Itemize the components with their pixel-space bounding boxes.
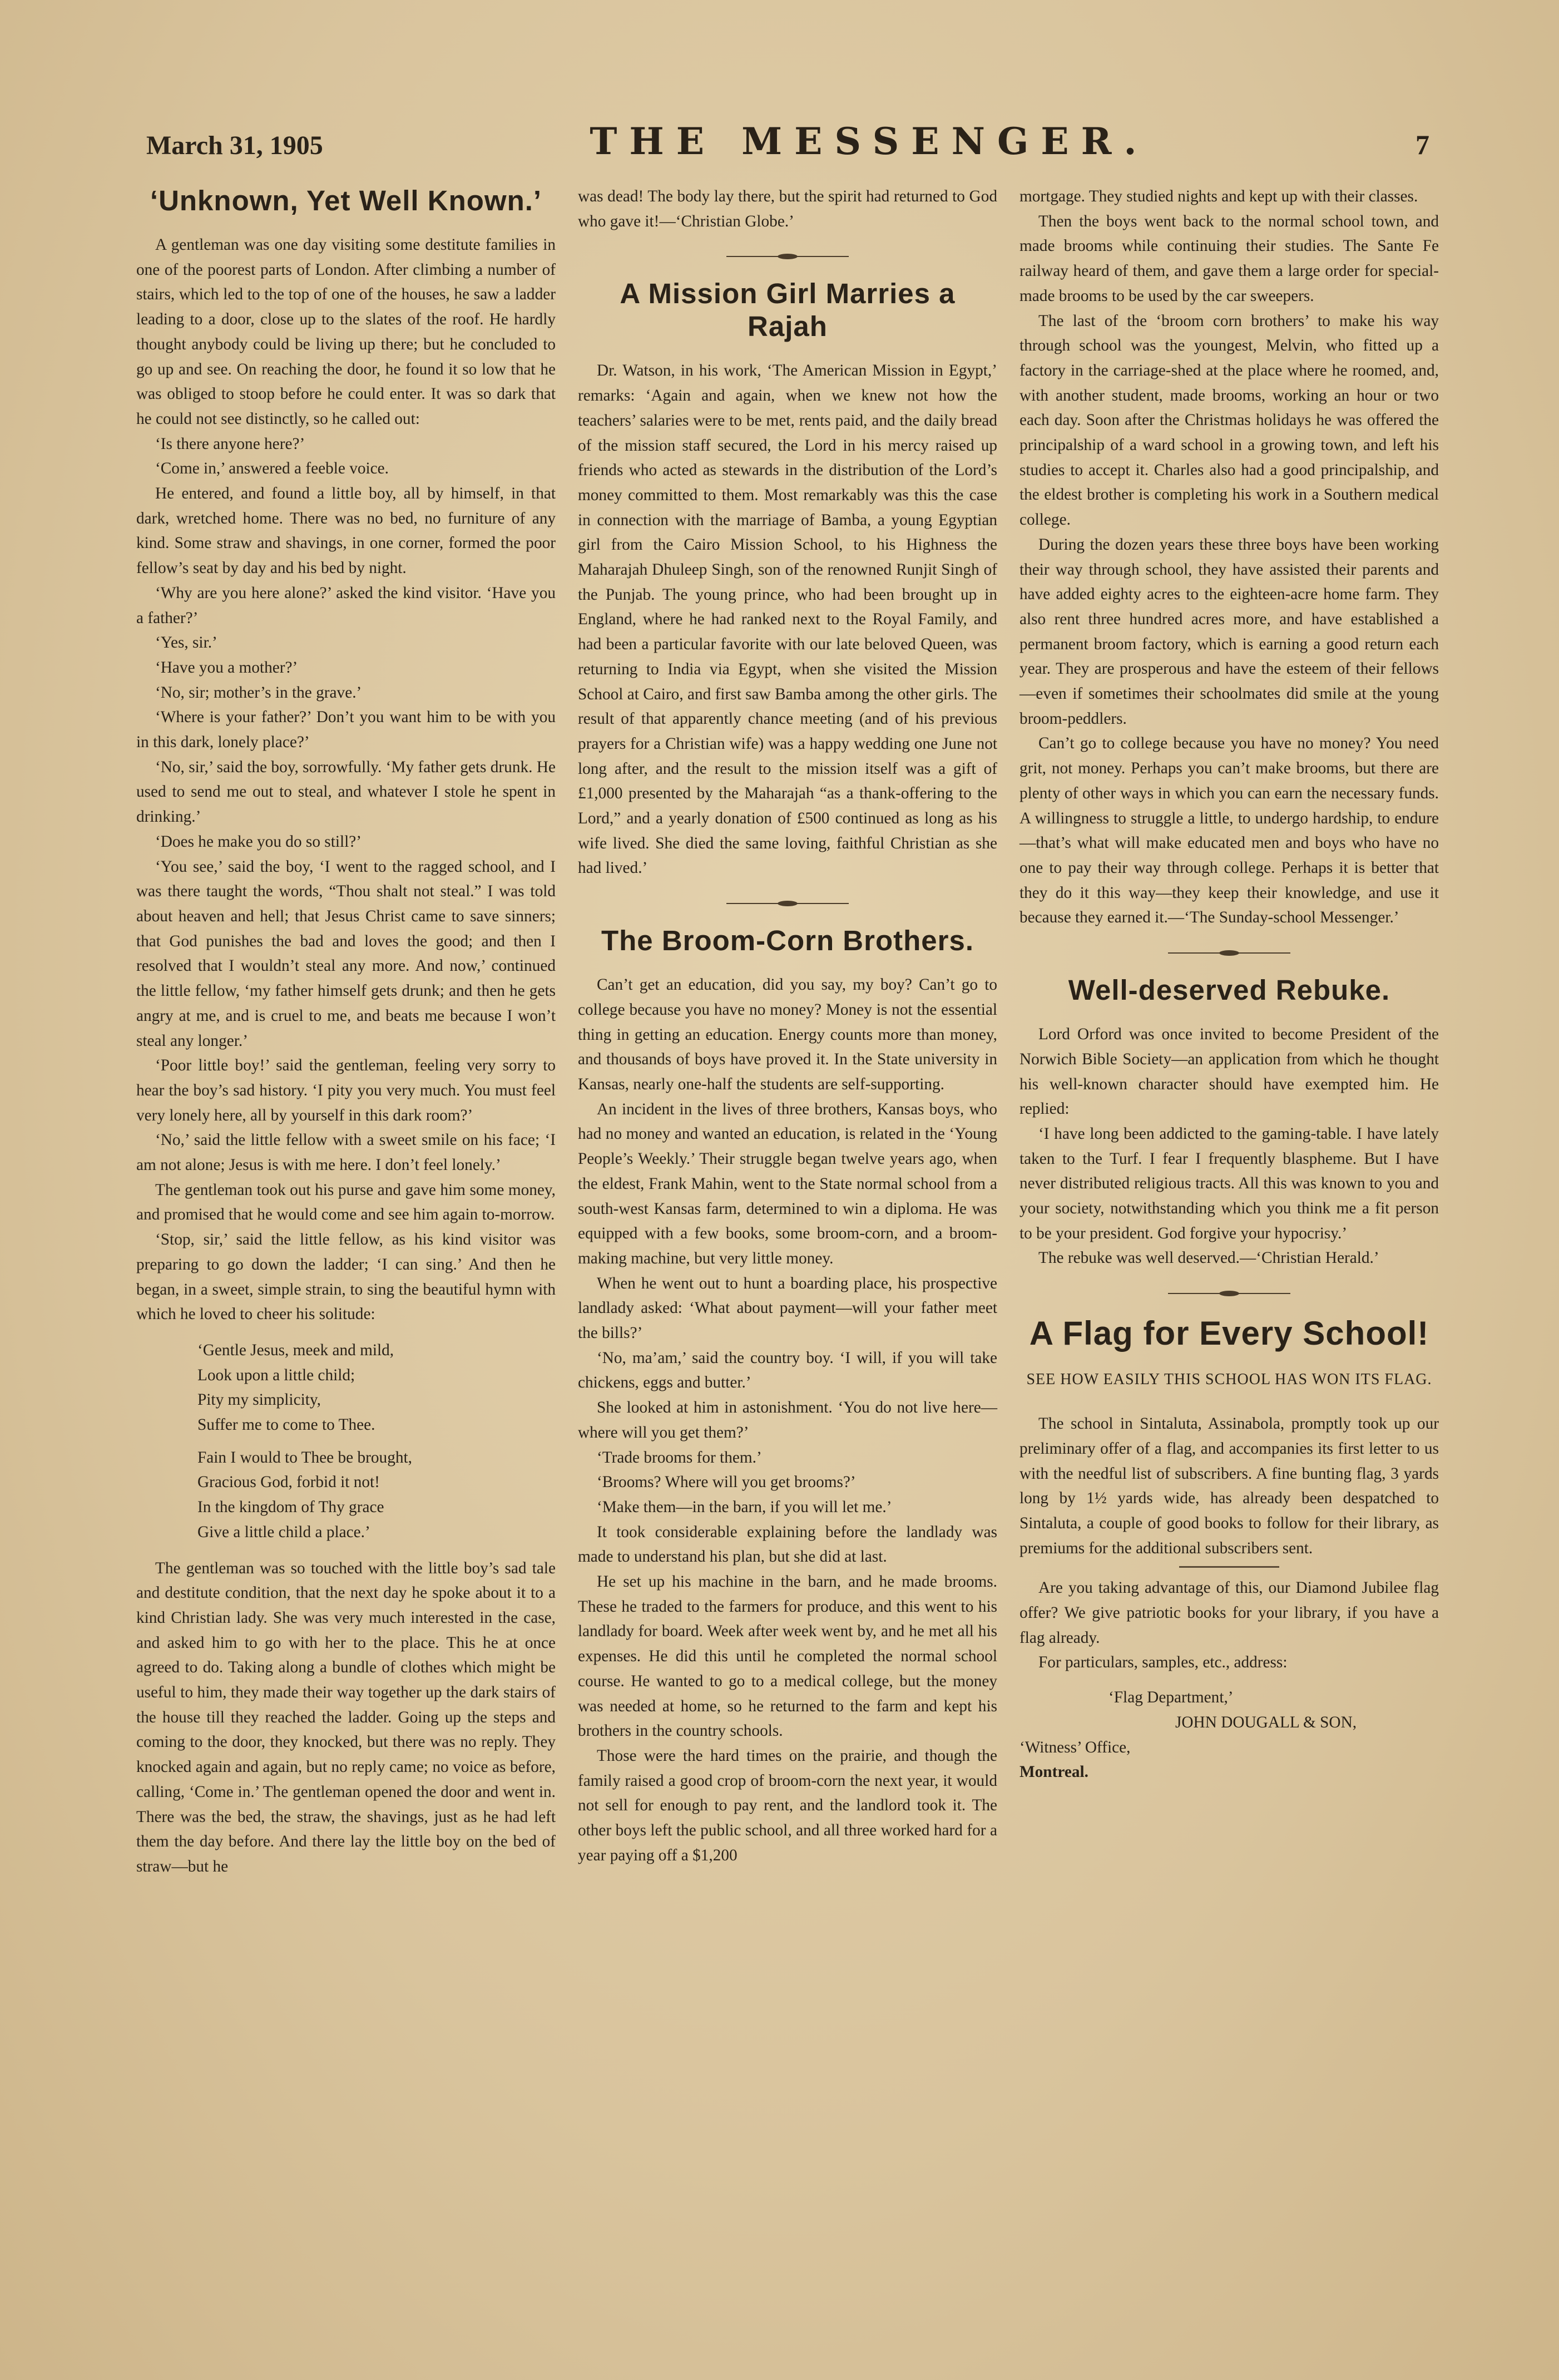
paragraph: ‘Come in,’ answered a feeble voice.: [155, 460, 389, 478]
article-title: A Flag for Every School!: [1029, 1315, 1429, 1352]
paragraph: He set up his machine in the barn, and he made brooms. These he traded to the farmers for produce, and this went to his landlady for board. Week after week went by, and he met all his expenses. He did this until he completed the normal school course. He wanted to go to a medical college, but the money was needed at home, so he returned to the farm and kept his brothers in the country schools.: [578, 1573, 997, 1740]
verse-line: Pity my simplicity,: [197, 1391, 321, 1409]
paragraph: A gentleman was one day visiting some destitute families in one of the poorest parts of London. After climbing a number of stairs, which led to the top of one of the houses, he saw a ladder leading to a door, close up to the slates of the roof. He hardly thought anybody could be living up there; but he concluded to go up and see. On reaching the door, he found it so low that he was obliged to stoop before he could enter. It was so dark that he could not see distinctly, so he called out:: [136, 236, 556, 428]
paragraph: ‘Brooms? Where will you get brooms?’: [597, 1473, 856, 1492]
paragraph: ‘Does he make you do so still?’: [155, 832, 362, 851]
address-line: ‘Witness’ Office,: [1019, 1738, 1131, 1756]
paragraph: Those were the hard times on the prairie, and though the family raised a good crop of broom-corn the next year, it would not sell for enough to pay rent, and the landlord took it. The other boys left the public school, and all three worked hard for a year paying off a $1,200: [578, 1746, 997, 1864]
divider: [1179, 1566, 1279, 1568]
address-line: ‘Flag Department,’: [1108, 1688, 1234, 1707]
paragraph: When he went out to hunt a boarding place, his prospective landlady asked: ‘What about payment—will your father meet the bills?’: [578, 1274, 997, 1342]
paragraph: He entered, and found a little boy, all by himself, in that dark, wretched home. There was no bed, no furniture of any kind. Some straw and shavings, in one corner, formed the poor fellow’s seat by day and his bed by night.: [136, 485, 556, 577]
paragraph: ‘Poor little boy!’ said the gentleman, feeling very sorry to hear the boy’s sad history. ‘I pity you very much. You must feel very lonely here, all by yourself in this dark room?’: [136, 1056, 556, 1124]
masthead: [136, 120, 1439, 175]
issue-date: March 31, 1905: [146, 131, 323, 160]
ornament-divider: [1168, 1290, 1290, 1297]
verse-line: Gracious God, forbid it not!: [197, 1473, 380, 1492]
address-line: Montreal.: [1019, 1763, 1088, 1781]
paragraph: Dr. Watson, in his work, ‘The American Mission in Egypt,’ remarks: ‘Again and again, when we knew not how the teachers’ salaries were to be met, rents paid, and the daily bread of the mission staff secured, the Lord in his mercy raised up friends who acted as stewards in the distribution of the Lord’s money committed to them. Most remarkably was this the case in connection with the marriage of Bamba, a young Egyptian girl from the Cairo Mission School, to his Highness the Maharajah Dhuleep Singh, son of the renowned Runjit Singh of the Punjab. The young prince, who had been brought up in England, where he had ranked next to the Royal Family, and had been a particular favorite with our late beloved Queen, was returning to India via Egypt, when she visited the Mission School at Cairo, and first saw Bamba among the other girls. The result of that apparently chance meeting (and of his previous prayers for a Christian wife) was a happy wedding one June not long after, and the result to the mission itself was a gift of £1,000 presented by the Maharajah “as a thank-offering to the Lord,” and a yearly donation of £500 continued as long as his wife lived. She died the same loving, faithful Christian as she had lived.’: [578, 362, 997, 877]
paragraph: The school in Sintaluta, Assinabola, promptly took up our preliminary offer of a flag, and accompanies its first letter to us with the needful list of subscribers. A fine bunting flag, 3 yards long by 1½ yards wide, has already been despatched to Sintaluta, a couple of good books to follow for their library, as premiums for the additional subscribers sent.: [1019, 1415, 1439, 1557]
paragraph: The rebuke was well deserved.—‘Christian Herald.’: [1038, 1249, 1379, 1267]
verse-line: Suffer me to come to Thee.: [197, 1416, 375, 1434]
newspaper-title: THE MESSENGER.: [590, 120, 1149, 163]
columns: [136, 184, 1439, 1879]
paragraph: ‘You see,’ said the boy, ‘I went to the ragged school, and I was there taught the words, “Thou shalt not steal.” I was told about heaven and hell; that Jesus Christ came to save sinners; that God punishes the bad and loves the good; and then I resolved that I wouldn’t steal any more. And now,’ continued the little fellow, ‘my father himself gets drunk; and then he gets angry at me, and is cruel to me, and beats me because I won’t steal any longer.’: [136, 857, 556, 1050]
paragraph: ‘I have long been addicted to the gaming-table. I have lately taken to the Turf. I fear I frequently blaspheme. But I have never distributed religious tracts. All this was known to you and your society, notwithstanding which you think me a fit person to be your president. God forgive your hypocrisy.’: [1019, 1124, 1439, 1242]
paragraph: ‘Yes, sir.’: [155, 634, 217, 652]
paragraph: She looked at him in astonishment. ‘You do not live here—where will you get them?’: [578, 1399, 997, 1441]
article-title: ‘Unknown, Yet Well Known.’: [150, 185, 542, 216]
paragraph: was dead! The body lay there, but the spirit had returned to God who gave it!—‘Christian Globe.’: [578, 187, 997, 230]
paragraph: An incident in the lives of three brothers, Kansas boys, who had no money and wanted an education, is related in the ‘Young People’s Weekly.’ Their struggle began twelve years ago, when the eldest, Frank Mahin, went to the State normal school from a south-west Kansas farm, determined to win a diploma. He was equipped with a few books, some broom-corn, and a broom-making machine, but very little money.: [578, 1100, 997, 1267]
ornament-divider: [726, 900, 849, 907]
verse-line: Give a little child a place.’: [197, 1523, 370, 1541]
paragraph: Then the boys went back to the normal school town, and made brooms while continuing their studies. The Sante Fe railway heard of them, and gave them a large order for special-made brooms to be used by the car sweepers.: [1019, 212, 1439, 305]
paragraph: Lord Orford was once invited to become President of the Norwich Bible Society—an application from which he thought his well-known character should have exempted him. He replied:: [1019, 1025, 1439, 1118]
column-3: [1019, 184, 1439, 1879]
paragraph: The last of the ‘broom corn brothers’ to make his way through school was the youngest, Melvin, who fitted up a factory in the carriage-shed at the place where he roomed, and, with another student, made brooms, working an hour or two each day. Soon after the Christmas holidays he was offered the principalship of a ward school in a growing town, and left his studies to accept it. Charles also had a good principalship, and the eldest brother is completing his work in a Southern medical college.: [1019, 312, 1439, 529]
verse-line: ‘Gentle Jesus, meek and mild,: [197, 1341, 394, 1359]
address-line: JOHN DOUGALL & SON,: [1175, 1713, 1357, 1731]
article-title: The Broom-Corn Brothers.: [601, 925, 974, 957]
paragraph: ‘No, sir,’ said the boy, sorrowfully. ‘My father gets drunk. He used to send me out to steal, and whatever I stole he spent in drinking.’: [136, 758, 556, 826]
paragraph: ‘Stop, sir,’ said the little fellow, as his kind visitor was preparing to go down the ladder; ‘I can sing.’ And then he began, in a sweet, simple strain, to sing the beautiful hymn with which he loved to cheer his solitude:: [136, 1231, 556, 1324]
article-subtitle: SEE HOW EASILY THIS SCHOOL HAS WON ITS FLAG.: [1026, 1371, 1432, 1389]
hymn-verse: [136, 1338, 556, 1545]
article-title: Well-deserved Rebuke.: [1068, 974, 1390, 1006]
paragraph: It took considerable explaining before the landlady was made to understand his plan, but she did at last.: [578, 1523, 997, 1566]
paragraph: Are you taking advantage of this, our Diamond Jubilee flag offer? We give patriotic books for your library, if you have a flag already.: [1019, 1579, 1439, 1647]
page-number: 7: [1416, 129, 1429, 160]
verse-line: Look upon a little child;: [197, 1366, 355, 1384]
paragraph: ‘No, ma’am,’ said the country boy. ‘I will, if you will take chickens, eggs and butter.’: [578, 1349, 997, 1392]
paragraph: The gentleman took out his purse and gave him some money, and promised that he would come and see him again to-morrow.: [136, 1181, 556, 1224]
paragraph: ‘Trade brooms for them.’: [597, 1448, 762, 1466]
ornament-divider: [1168, 949, 1290, 957]
paragraph: For particulars, samples, etc., address:: [1038, 1653, 1288, 1672]
ornament-divider: [726, 253, 849, 260]
column-2: [578, 184, 997, 1879]
paragraph: During the dozen years these three boys have been working their way through school, they have assisted their parents and have added eighty acres to the eighteen-acre home farm. They also rent three hundred acres more, and have established a permanent broom factory, which is earning a good return each year. They are prosperous and have the esteem of their fellows—even if sometimes their schoolmates did smile at the young broom-peddlers.: [1019, 535, 1439, 728]
paragraph: Can’t go to college because you have no money? You need grit, not money. Perhaps you can’t make brooms, but there are plenty of other ways in which you can earn the necessary funds. A willingness to struggle a little, to undergo hardship, to endure—that’s what will make educated men and boys who have no one to pay their way through college. Perhaps it is better that they do it this way—they keep their knowledge, and use it because they earned it.—‘The Sunday-school Messenger.’: [1019, 734, 1439, 927]
paragraph: ‘Why are you here alone?’ asked the kind visitor. ‘Have you a father?’: [136, 584, 556, 627]
article-title: A Mission Girl Marries a Rajah: [620, 278, 956, 343]
paragraph: ‘Have you a mother?’: [155, 658, 298, 677]
paragraph: ‘No,’ said the little fellow with a sweet smile on his face; ‘I am not alone; Jesus is with me here. I don’t feel lonely.’: [136, 1131, 556, 1174]
paragraph: The gentleman was so touched with the little boy’s sad tale and destitute condition, that the next day he spoke about it to a kind Christian lady. She was very much interested in the case, and asked him to go with her to the place. This he at once agreed to do. Taking along a bundle of clothes which might be useful to him, they made their way together up the dark stairs of the house till they reached the ladder. Going up the steps and coming to the door, they knocked, but there was no reply. They knocked again and again, but no reply came; no voice as before, calling, ‘Come in.’ The gentleman opened the door and went in. There was the bed, the straw, the shavings, just as he had left them the day before. And there lay the little boy on the bed of straw—but he: [136, 1559, 556, 1875]
paragraph: Can’t get an education, did you say, my boy? Can’t go to college because you have no money? Money is not the essential thing in getting an education. Energy counts more than money, and thousands of boys have proved it. In the State university in Kansas, nearly one-half the students are self-supporting.: [578, 976, 997, 1093]
verse-line: In the kingdom of Thy grace: [197, 1498, 384, 1517]
paragraph: ‘Where is your father?’ Don’t you want him to be with you in this dark, lonely place?’: [136, 708, 556, 752]
paragraph: ‘Make them—in the barn, if you will let me.’: [597, 1498, 892, 1516]
verse-line: Fain I would to Thee be brought,: [197, 1448, 412, 1466]
paragraph: ‘No, sir; mother’s in the grave.’: [155, 683, 362, 702]
paragraph: ‘Is there anyone here?’: [155, 434, 305, 453]
column-1: [136, 184, 556, 1879]
paragraph: mortgage. They studied nights and kept up with their classes.: [1019, 187, 1418, 205]
